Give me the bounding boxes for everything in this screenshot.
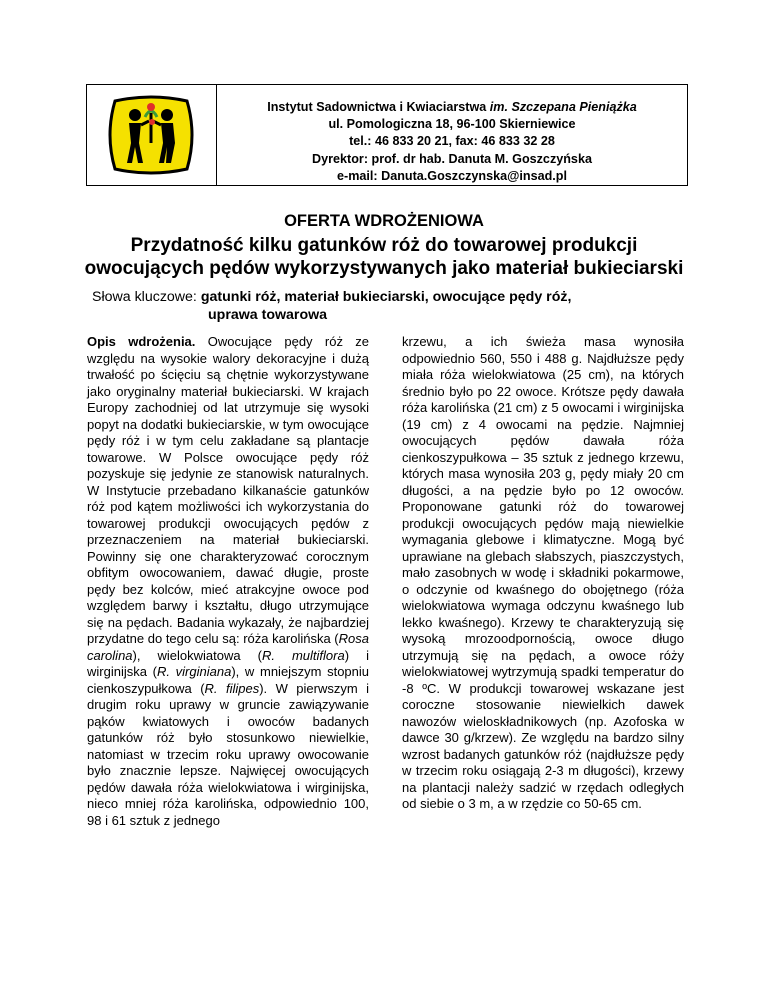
institute-info — [217, 99, 687, 185]
document-subtitle — [60, 234, 708, 280]
subtitle-line-2: owocujących pędów wykorzystywanych jako materiał bukieciarski — [84, 258, 684, 279]
body-column-left — [87, 334, 369, 829]
institute-phone: tel.: 46 833 20 21, fax: 46 833 32 28 — [349, 134, 555, 149]
institute-email: e-mail: Danuta.Goszczynska@insad.pl — [337, 168, 567, 183]
subtitle-line-1: Przydatność kilku gatunków róż do towarowej produkcji — [130, 235, 638, 256]
keywords-value-1: gatunki róż, materiał bukieciarski, owocujące pędy róż, — [200, 289, 572, 305]
body-paragraph-left: Opis wdrożenia. Owocujące pędy róż ze względu na wysokie walory dekoracyjne i dużą trwałość po ścięciu są chętnie wykorzystywane jako oryginalny materiał bukieciarski. W krajach Europy zachodniej od lat utrzymuje się wysoki popyt na dodatki bukieciarskie, w tym owocujące pędy róż i w tym celu zakładane są plantacje towarowe. W Polsce owocujące pędy róż pozyskuje się jedynie ze stanowisk naturalnych. W Instytucie przebadano kilkanaście gatunków róż pod kątem możliwości ich wykorzystania do towarowej produkcji owocujących pędów z przeznaczeniem na materiał bukieciarski. Powinny się one charakteryzować corocznym obfitym owocowaniem, dawać długie, proste pędy bez kolców, mieć atrakcyjne owoce pod względem barwy i kształtu, długo utrzymujące się na pędach. Badania wykazały, że najbardziej przydatne do tego celu są: róża karolińska (Rosa carolina), wielokwiatowa (R. multiflora) i wirginijska (R. virginiana), w mniejszym stopniu cienkoszypułkowa (R. filipes). W pierwszym i drugim roku uprawy w gruncie zawiązywanie pąków kwiatowych i owoców badanych gatunków róż było stosunkowo niewielkie, natomiast w trzecim roku uprawy owocowanie było znacznie lepsze. Najwięcej owocujących pędów dawała róża wielokwiatowa i wirginijska, nieco mniej róża karolińska, odpowiednio 100, 98 i 61 sztuk z jednego — [87, 334, 370, 828]
institute-director: Dyrektor: prof. dr hab. Danuta M. Goszczyńska — [312, 151, 592, 166]
institute-address: ul. Pomologiczna 18, 96-100 Skierniewice — [328, 117, 576, 132]
body-column-right — [402, 334, 684, 813]
institute-name: Instytut Sadownictwa i Kwiaciarstwa im. Szczepana Pieniążka — [267, 100, 637, 114]
page-title: OFERTA WDROŻENIOWA — [284, 212, 484, 230]
institute-logo-icon — [105, 95, 197, 175]
keywords-value-2: uprawa towarowa — [208, 307, 328, 323]
body-paragraph-right: krzewu, a ich świeża masa wynosiła odpowiednio 560, 550 i 488 g. Najdłuższe pędy miała róża wielokwiatowa (25 cm), na których średnio było po 22 owoce. Krótsze pędy dawała róża karolińska (21 cm) z 5 owocami i wirginijska (19 cm) z 4 owocami na pędzie. Najmniej owocujących pędów dawała róża cienkoszypułkowa – 35 sztuk z jednego krzewu, których masa wynosiła 203 g, pędy miały 20 cm długości, a na pędzie było po 12 owoców. Proponowane gatunki róż do towarowej produkcji owocujących pędów mają niewielkie wymagania glebowe i klimatyczne. Mogą być uprawiane na glebach słabszych, piaszczystych, mało zasobnych w wodę i składniki pokarmowe, o odczynie od kwaśnego do obojętnego (róża wielokwiatowa wymaga odczynu kwaśnego lub lekko kwaśnego). Krzewy te charakteryzują się wysoką mrozoodpornością, owoce długo utrzymują się na pędach, a owoce róży wielokwiatowej wytrzymują spadki temperatur do -8 ºC. W produkcji towarowej wskazane jest coroczne stosowanie niewielkich dawek nawozów wieloskładnikowych (np. Azofoska w dawce 30 g/krzew). Ze względu na bardzo silny wzrost badanych gatunków róż (najdłuższe pędy w trzecim roku osiągają 2-3 m długości), krzewy na plantacji należy sadzić w rzędach odległych od siebie o 3 m, a w rzędzie co 50-65 cm. — [402, 334, 684, 811]
body-lead: Opis wdrożenia. — [87, 334, 196, 349]
keywords — [92, 288, 712, 324]
keywords-label: Słowa kluczowe: — [92, 289, 201, 305]
logo-cell — [87, 85, 217, 185]
header-box — [86, 84, 688, 186]
